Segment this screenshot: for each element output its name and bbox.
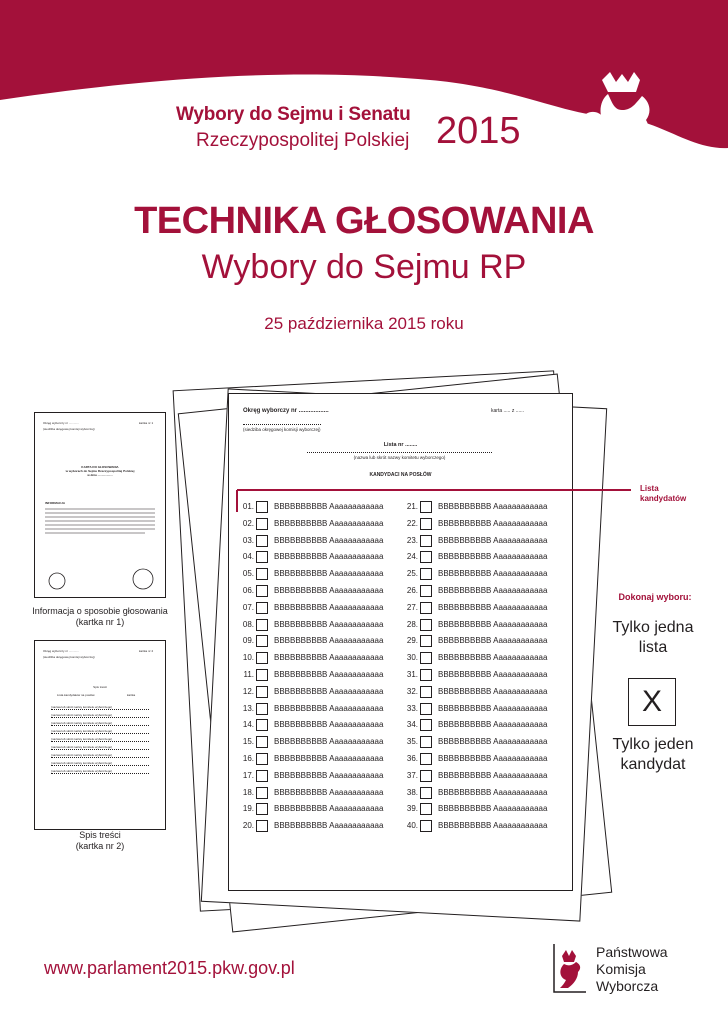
candidate-name: BBBBBBBBBB Aaaaaaaaaaaa: [438, 754, 548, 763]
info-card-caption: Informacja o sposobie głosowania (kartka nr 1): [32, 606, 168, 627]
toc-row: (nazwa lub skrót nazwy komitetu wyborczego): [51, 769, 149, 774]
candidate-name: BBBBBBBBBB Aaaaaaaaaaaa: [438, 670, 548, 679]
candidate-name: BBBBBBBBBB Aaaaaaaaaaaa: [438, 821, 548, 831]
candidate-name: BBBBBBBBBB Aaaaaaaaaaaa: [274, 754, 384, 763]
info-card-district: Okręg wyborczy nr ............: [43, 421, 79, 425]
candidate-name: BBBBBBBBBB Aaaaaaaaaaaa: [438, 518, 548, 528]
election-date: 25 października 2015 roku: [264, 314, 464, 333]
candidate-checkbox[interactable]: [256, 635, 268, 647]
candidate-row: [240, 803, 383, 815]
candidate-row: [404, 820, 547, 832]
candidate-name: BBBBBBBBBB Aaaaaaaaaaaa: [274, 720, 384, 730]
toc-row: (nazwa lub skrót nazwy komitetu wyborczego): [51, 721, 149, 726]
instructions-heading: Dokonaj wyboru:: [618, 592, 692, 602]
candidate-checkbox[interactable]: [256, 753, 268, 765]
candidate-row: [404, 535, 547, 547]
candidate-name: BBBBBBBBBB Aaaaaaaaaaaa: [274, 619, 384, 629]
candidate-number: 22.: [406, 518, 418, 528]
candidate-number: 21.: [406, 502, 418, 511]
candidate-number: 30.: [406, 653, 418, 663]
stamp-right-icon: [131, 567, 155, 591]
candidate-row: [404, 703, 547, 715]
candidate-number: 36.: [406, 754, 418, 763]
candidate-number: 29.: [406, 636, 418, 646]
candidate-row: [404, 753, 547, 765]
toc-card-seat: (siedziba okręgowej komisji wyborczej): [43, 655, 95, 659]
candidate-number: 34.: [406, 720, 418, 730]
candidate-number: 19.: [242, 804, 254, 814]
toc-card-title: Spis treści: [93, 685, 107, 689]
info-card-number: kartka nr 1: [139, 421, 154, 425]
instruction-one-list: Tylko jedna lista: [612, 619, 694, 656]
toc-row: (nazwa lub skrót nazwy komitetu wyborczego): [51, 713, 149, 718]
candidate-row: [240, 669, 383, 681]
candidate-checkbox[interactable]: [420, 719, 432, 731]
pkw-logo-icon: [548, 942, 590, 994]
candidate-number: 14.: [242, 720, 254, 730]
candidate-name: BBBBBBBBBB Aaaaaaaaaaaa: [274, 804, 384, 814]
candidate-number: 04.: [242, 552, 254, 562]
candidate-number: 07.: [242, 602, 254, 612]
candidate-checkbox[interactable]: [420, 703, 432, 715]
candidate-row: [240, 770, 383, 782]
candidate-number: 08.: [242, 619, 254, 629]
candidate-checkbox[interactable]: [256, 585, 268, 597]
candidate-checkbox[interactable]: [420, 753, 432, 765]
candidate-checkbox[interactable]: [420, 619, 432, 631]
toc-row: (nazwa lub skrót nazwy komitetu wyborczego): [51, 745, 149, 750]
candidate-checkbox[interactable]: [256, 770, 268, 782]
candidate-checkbox[interactable]: [256, 602, 268, 614]
candidate-row: [404, 568, 547, 580]
list-annotation-label: Lista kandydatów: [640, 484, 687, 503]
candidate-number: 28.: [406, 619, 418, 629]
candidate-row: [240, 686, 383, 698]
candidate-row: [240, 736, 383, 748]
candidate-checkbox[interactable]: [256, 669, 268, 681]
candidate-checkbox[interactable]: [256, 703, 268, 715]
candidate-name: BBBBBBBBBB Aaaaaaaaaaaa: [274, 636, 384, 646]
toc-row: (nazwa lub skrót nazwy komitetu wyborczego): [51, 705, 149, 710]
candidate-name: BBBBBBBBBB Aaaaaaaaaaaa: [438, 653, 548, 663]
info-card-text-lines: [45, 507, 155, 537]
mark-example-box: X: [628, 678, 676, 726]
candidate-name: BBBBBBBBBB Aaaaaaaaaaaa: [438, 737, 548, 747]
candidate-checkbox[interactable]: [256, 652, 268, 664]
candidate-checkbox[interactable]: [256, 736, 268, 748]
candidate-name: BBBBBBBBBB Aaaaaaaaaaaa: [438, 686, 548, 696]
candidate-name: BBBBBBBBBB Aaaaaaaaaaaa: [274, 703, 384, 713]
candidate-name: BBBBBBBBBB Aaaaaaaaaaaa: [274, 552, 384, 562]
candidate-name: BBBBBBBBBB Aaaaaaaaaaaa: [438, 636, 548, 646]
toc-card-district: Okręg wyborczy nr ............: [43, 649, 79, 653]
candidate-row: [404, 585, 547, 597]
toc-col-page: kartka: [127, 693, 136, 697]
candidate-checkbox[interactable]: [420, 535, 432, 547]
candidate-number: 37.: [406, 770, 418, 780]
footer-org-name: Państwowa Komisja Wyborcza: [596, 944, 668, 994]
candidate-number: 26.: [406, 586, 418, 595]
toc-col-list: Lista kandydatów na posłów: [57, 693, 95, 697]
toc-card: [34, 640, 166, 830]
list-annotation-line: [236, 484, 636, 514]
ballot-candidates-header: KANDYDACI NA POSŁÓW: [369, 472, 432, 478]
election-title-line1: Wybory do Sejmu i Senatu: [176, 104, 411, 125]
candidate-name: BBBBBBBBBB Aaaaaaaaaaaa: [438, 770, 548, 780]
candidate-row: [240, 820, 383, 832]
candidate-name: BBBBBBBBBB Aaaaaaaaaaaa: [438, 804, 548, 814]
candidate-row: [404, 770, 547, 782]
candidate-checkbox[interactable]: [256, 803, 268, 815]
toc-card-caption: Spis treści (kartka nr 2): [75, 830, 125, 851]
candidate-checkbox[interactable]: [420, 518, 432, 530]
candidate-number: 09.: [242, 636, 254, 646]
candidate-row: [404, 619, 547, 631]
page-subtitle: Wybory do Sejmu RP: [201, 248, 527, 286]
candidate-checkbox[interactable]: [420, 551, 432, 563]
candidate-name: BBBBBBBBBB Aaaaaaaaaaaa: [274, 602, 384, 612]
instruction-one-candidate: Tylko jeden kandydat: [612, 736, 694, 773]
candidate-checkbox[interactable]: [420, 568, 432, 580]
candidate-name: BBBBBBBBBB Aaaaaaaaaaaa: [438, 586, 548, 595]
candidate-number: 11.: [243, 670, 254, 679]
candidate-checkbox[interactable]: [256, 686, 268, 698]
candidate-row: [240, 787, 383, 799]
info-card-title: KARTA DO GŁOSOWANIA w wyborach do Sejmu Rzeczypospolitej Polskiej w dniu ..................: [65, 465, 135, 477]
info-card-heading: INFORMACJA: [45, 501, 65, 505]
candidate-row: [404, 669, 547, 681]
candidate-number: 12.: [242, 686, 254, 696]
candidate-name: BBBBBBBBBB Aaaaaaaaaaaa: [438, 787, 548, 797]
candidate-row: [404, 736, 547, 748]
candidate-row: [240, 635, 383, 647]
ballot-card-number: karta ..... z ......: [491, 408, 525, 414]
candidate-checkbox[interactable]: [256, 551, 268, 563]
ballot-committee: (nazwa lub skrót nazwy komitetu wyborczego): [307, 452, 492, 460]
candidate-row: [240, 602, 383, 614]
toc-row: (nazwa lub skrót nazwy komitetu wyborczego): [51, 729, 149, 734]
candidate-row: [240, 619, 383, 631]
candidate-name: BBBBBBBBBB Aaaaaaaaaaaa: [438, 535, 548, 545]
candidate-number: 18.: [242, 787, 254, 797]
candidate-checkbox[interactable]: [420, 770, 432, 782]
candidate-number: 23.: [406, 535, 418, 545]
candidate-number: 38.: [406, 787, 418, 797]
candidate-checkbox[interactable]: [420, 820, 432, 832]
candidate-checkbox[interactable]: [256, 568, 268, 580]
candidate-row: [240, 585, 383, 597]
candidate-row: [404, 551, 547, 563]
candidate-number: 01.: [242, 502, 254, 511]
candidate-name: BBBBBBBBBB Aaaaaaaaaaaa: [438, 602, 548, 612]
candidate-number: 39.: [406, 804, 418, 814]
candidate-row: [240, 535, 383, 547]
candidate-number: 16.: [242, 754, 254, 763]
candidate-name: BBBBBBBBBB Aaaaaaaaaaaa: [438, 619, 548, 629]
candidate-number: 31.: [406, 670, 418, 679]
info-card: [34, 412, 166, 598]
candidate-name: BBBBBBBBBB Aaaaaaaaaaaa: [438, 552, 548, 562]
candidate-number: 35.: [406, 737, 418, 747]
candidate-checkbox[interactable]: [420, 803, 432, 815]
candidate-row: [240, 551, 383, 563]
candidate-checkbox[interactable]: [256, 719, 268, 731]
candidate-row: [404, 803, 547, 815]
candidate-row: [240, 518, 383, 530]
candidate-number: 10.: [242, 653, 254, 663]
ballot-district: Okręg wyborczy nr ..................: [243, 408, 329, 414]
candidate-number: 33.: [406, 703, 418, 713]
candidate-name: BBBBBBBBBB Aaaaaaaaaaaa: [274, 821, 384, 831]
toc-row: (nazwa lub skrót nazwy komitetu wyborczego): [51, 737, 149, 742]
candidate-checkbox[interactable]: [420, 669, 432, 681]
election-year: 2015: [436, 110, 521, 152]
candidate-row: [240, 703, 383, 715]
candidate-row: [240, 753, 383, 765]
info-card-seat: (siedziba okręgowej komisji wyborczej): [43, 427, 95, 431]
candidate-number: 27.: [406, 602, 418, 612]
candidate-name: BBBBBBBBBB Aaaaaaaaaaaa: [438, 703, 548, 713]
candidate-checkbox[interactable]: [420, 585, 432, 597]
candidate-row: [240, 568, 383, 580]
election-title-line2: Rzeczypospolitej Polskiej: [196, 130, 410, 151]
candidate-name: BBBBBBBBBB Aaaaaaaaaaaa: [274, 586, 384, 595]
candidate-number: 05.: [242, 569, 254, 579]
candidate-name: BBBBBBBBBB Aaaaaaaaaaaa: [438, 569, 548, 579]
candidate-name: BBBBBBBBBB Aaaaaaaaaaaa: [274, 670, 384, 679]
candidate-row: [240, 652, 383, 664]
candidate-checkbox[interactable]: [256, 820, 268, 832]
candidate-number: 24.: [406, 552, 418, 562]
candidate-row: [240, 719, 383, 731]
candidate-row: [404, 635, 547, 647]
candidate-number: 02.: [242, 518, 254, 528]
candidate-number: 32.: [406, 686, 418, 696]
ballot-list-number: Lista nr ........: [383, 442, 418, 448]
candidate-name: BBBBBBBBBB Aaaaaaaaaaaa: [438, 502, 548, 511]
candidate-row: [404, 518, 547, 530]
candidate-name: BBBBBBBBBB Aaaaaaaaaaaa: [274, 569, 384, 579]
footer-url[interactable]: www.parlament2015.pkw.gov.pl: [44, 958, 295, 978]
toc-row: (nazwa lub skrót nazwy komitetu wyborczego): [51, 753, 149, 758]
candidate-name: BBBBBBBBBB Aaaaaaaaaaaa: [274, 518, 384, 528]
candidate-number: 15.: [242, 737, 254, 747]
candidate-name: BBBBBBBBBB Aaaaaaaaaaaa: [274, 686, 384, 696]
candidate-row: [404, 602, 547, 614]
candidate-number: 13.: [242, 703, 254, 713]
candidate-name: BBBBBBBBBB Aaaaaaaaaaaa: [274, 737, 384, 747]
candidate-number: 20.: [242, 821, 254, 831]
candidate-name: BBBBBBBBBB Aaaaaaaaaaaa: [274, 787, 384, 797]
candidate-row: [404, 787, 547, 799]
candidate-name: BBBBBBBBBB Aaaaaaaaaaaa: [274, 653, 384, 663]
candidate-number: 06.: [242, 586, 254, 595]
candidate-number: 25.: [406, 569, 418, 579]
candidate-name: BBBBBBBBBB Aaaaaaaaaaaa: [274, 502, 384, 511]
ballot-seat: (siedziba okręgowej komisji wyborczej): [243, 424, 321, 432]
eagle-emblem-icon: [582, 70, 662, 180]
toc-card-number: kartka nr 2: [139, 649, 154, 653]
candidate-checkbox[interactable]: [420, 686, 432, 698]
candidate-checkbox[interactable]: [256, 787, 268, 799]
candidate-checkbox[interactable]: [420, 602, 432, 614]
candidate-row: [404, 719, 547, 731]
candidate-checkbox[interactable]: [256, 619, 268, 631]
candidate-checkbox[interactable]: [256, 518, 268, 530]
candidate-name: BBBBBBBBBB Aaaaaaaaaaaa: [274, 770, 384, 780]
candidate-number: 03.: [242, 535, 254, 545]
candidate-name: BBBBBBBBBB Aaaaaaaaaaaa: [438, 720, 548, 730]
candidate-checkbox[interactable]: [420, 652, 432, 664]
candidate-name: BBBBBBBBBB Aaaaaaaaaaaa: [274, 535, 384, 545]
stamp-left-icon: [47, 571, 67, 591]
candidate-row: [404, 686, 547, 698]
candidate-checkbox[interactable]: [420, 736, 432, 748]
candidate-number: 40.: [406, 821, 418, 831]
toc-row: (nazwa lub skrót nazwy komitetu wyborczego): [51, 761, 149, 766]
candidate-checkbox[interactable]: [420, 787, 432, 799]
candidate-row: [404, 652, 547, 664]
candidate-checkbox[interactable]: [256, 535, 268, 547]
candidate-number: 17.: [242, 770, 254, 780]
page-title: TECHNIKA GŁOSOWANIA: [134, 200, 594, 242]
candidate-checkbox[interactable]: [420, 635, 432, 647]
